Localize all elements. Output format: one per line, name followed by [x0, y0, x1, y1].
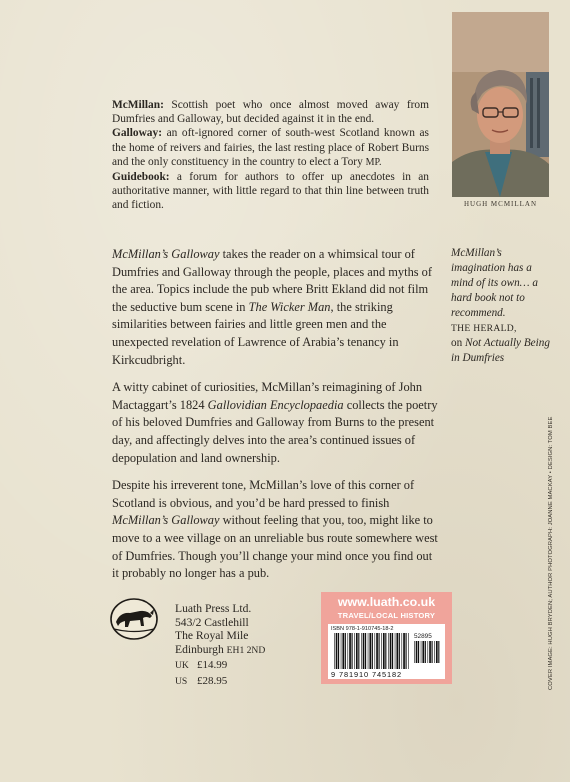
barcode-bar	[422, 641, 424, 663]
publisher-area: The Royal Mile	[175, 629, 249, 643]
book-title: McMillan’s Galloway	[112, 247, 220, 261]
price-amount: £14.99	[197, 659, 228, 671]
book-title: McMillan’s Galloway	[112, 513, 220, 528]
quote-text: McMillan’s imagination has a mind of its own… a hard book not to recommend.	[451, 247, 539, 319]
barcode-bar	[402, 633, 403, 669]
barcode-bar	[428, 641, 429, 663]
blurb-text: without feeling that you, too, might like to move to a wee village on an unreliable bus route somewhere west of Dumfries. Though you’ll change your mind once you find out it probably no longer has a pub.	[112, 513, 438, 581]
blurb-text: Despite his irreverent tone, McMillan’s love of this corner of Scotland is obvious, and you’d be hard pressed to finish	[112, 478, 415, 510]
blurb-text: collects the poetry of his beloved Dumfries and Galloway from Burns to the present day, and affectingly delves into the area’s continued issues of depopulation and land ownership.	[112, 397, 438, 465]
blurb-text: , the striking similarities between fairies and little green men and the unexpected revelation of Lawrence of Arabia’s tenancy in Kirkcudbright.	[112, 299, 399, 367]
barcode-bar	[385, 633, 386, 669]
barcode-bar	[376, 633, 378, 669]
price-region: US	[175, 675, 188, 687]
barcode-bar	[345, 633, 346, 669]
price-region: UK	[175, 660, 189, 671]
barcode-bar	[396, 633, 398, 669]
website-url: www.luath.co.uk	[337, 595, 436, 609]
barcode-bar	[425, 641, 426, 663]
publisher-postcode: EH1 2ND	[226, 644, 266, 656]
definition-guidebook	[112, 170, 429, 213]
barcode-bar	[375, 633, 376, 669]
barcode-bar	[395, 633, 396, 669]
author-photo	[452, 12, 549, 197]
definition-term: Galloway:	[112, 127, 162, 140]
blurb-text: A witty cabinet of curiosities, McMillan’s reimagining of John Mactaggart’s 1824	[112, 380, 423, 412]
barcode-bar	[408, 633, 409, 669]
publisher-city-line	[175, 643, 315, 658]
barcode-icon	[334, 633, 410, 669]
blurb-paragraph-1	[112, 246, 442, 369]
quote-on: on	[451, 337, 465, 349]
barcode-bar	[418, 641, 419, 663]
publisher-address	[175, 602, 315, 657]
price-row	[175, 674, 315, 690]
barcode-box	[328, 624, 445, 679]
publisher-street: 543/2 Castlehill	[175, 615, 249, 629]
barcode-bar	[392, 633, 393, 669]
barcode-bar	[388, 633, 389, 669]
barcode-bar	[390, 633, 392, 669]
prices	[175, 658, 315, 689]
definition-mcmillan	[112, 98, 429, 126]
image-credits: COVER IMAGE: HUGH BRYDEN; AUTHOR PHOTOGRAPH: JOANNE MACKAY • DESIGN: TOM BEE	[548, 416, 554, 690]
book-category: TRAVEL/LOCAL HISTORY	[337, 611, 436, 620]
barcode-bar	[338, 633, 339, 669]
review-quote	[451, 246, 551, 366]
barcode-bar	[354, 633, 355, 669]
barcode-bar	[368, 633, 369, 669]
barcode-bar	[414, 641, 415, 663]
barcode-bar	[381, 633, 382, 669]
film-title: The Wicker Man	[248, 299, 331, 314]
publisher-city: Edinburgh	[175, 642, 224, 656]
publisher-name: Luath Press Ltd.	[175, 602, 252, 615]
barcode-bar	[365, 633, 366, 669]
barcode-bar	[352, 633, 353, 669]
barcode-bar	[336, 633, 338, 669]
work-title: Gallovidian Encyclopaedia	[207, 397, 344, 412]
barcode-bar	[406, 633, 407, 669]
barcode-bar	[348, 633, 349, 669]
blurb	[112, 246, 442, 593]
barcode-bar	[358, 633, 359, 669]
barcode-bar	[379, 633, 380, 669]
photo-caption: HUGH MCMILLAN	[463, 200, 538, 208]
barcode-bar	[361, 633, 362, 669]
definition-galloway	[112, 126, 429, 170]
definition-text: Scottish poet who once almost moved away from Dumfries and Galloway, but decided against it in the end.	[112, 99, 429, 126]
barcode-price-code: 52895	[414, 633, 432, 640]
quote-source: THE HERALD,	[451, 323, 517, 334]
barcode-bar	[436, 641, 438, 663]
definition-abbrev: MP.	[365, 156, 382, 168]
barcode-bar	[432, 641, 433, 663]
definition-term: Guidebook:	[112, 171, 170, 184]
barcode-bar	[342, 633, 344, 669]
barcode-bar	[349, 633, 351, 669]
barcode-bar	[429, 641, 431, 663]
barcode-bar	[399, 633, 400, 669]
blurb-text: takes the reader on a whimsical tour of Dumfries and Galloway through the people, places and myths of the area. Topics include the pub where Britt Ekland did not film the seductive bum scene in	[112, 247, 433, 314]
barcode-bar	[363, 633, 365, 669]
blurb-paragraph-2	[112, 379, 442, 467]
luath-logo-icon	[110, 598, 158, 640]
barcode-bar	[383, 633, 385, 669]
barcode-bar	[369, 633, 371, 669]
definition-text: an oft-ignored corner of south-west Scotland known as the home of reivers and fairies, the last resting place of Robert Burns and the only constituency in the country to elect a Tory	[112, 127, 429, 168]
quote-book-title: Not Actually Being in Dumfries	[451, 337, 550, 364]
price-row	[175, 658, 315, 674]
price-amount: £28.95	[197, 674, 228, 687]
barcode-bar	[356, 633, 358, 669]
barcode-bar	[341, 633, 342, 669]
definition-term: McMillan:	[112, 99, 164, 111]
isbn-label: ISBN 978-1-910745-18-2	[331, 626, 394, 632]
barcode-number: 9 781910 745182	[331, 670, 403, 679]
barcode-bar	[334, 633, 335, 669]
barcode-bar	[403, 633, 405, 669]
barcode-bar	[372, 633, 373, 669]
barcode-bar	[438, 641, 439, 663]
barcode-bar	[416, 641, 418, 663]
addon-barcode-icon	[414, 641, 440, 663]
barcode-bar	[434, 641, 435, 663]
quote-reference	[451, 336, 551, 366]
definitions	[112, 98, 429, 213]
barcode-bar	[421, 641, 422, 663]
definition-text: a forum for authors to offer up anecdotes in an authoritative manner, with little regard to that thin line between truth and fiction.	[112, 171, 429, 212]
barcode-panel	[321, 592, 452, 684]
blurb-paragraph-3	[112, 477, 442, 583]
